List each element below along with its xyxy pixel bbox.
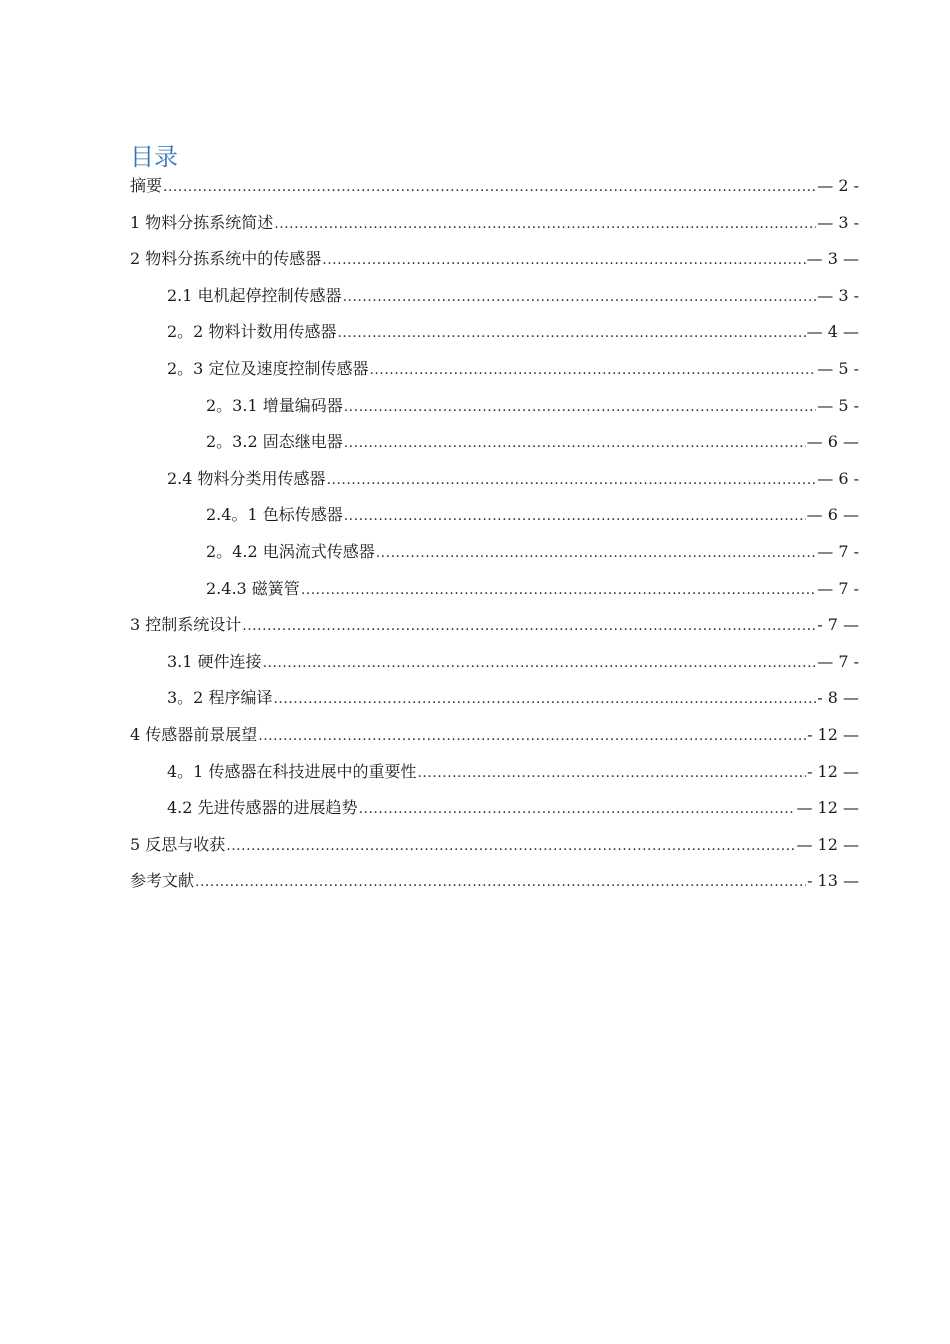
toc-entry[interactable] xyxy=(130,467,859,504)
toc-entry-page: — 7 - xyxy=(817,541,859,561)
toc-dot-leader xyxy=(242,614,816,638)
toc-entry-text: 2.4.3 磁簧管 xyxy=(206,578,300,598)
toc-dot-leader xyxy=(327,468,817,492)
toc-entry-text: 4。1 传感器在科技进展中的重要性 xyxy=(167,761,417,781)
toc-title: 目录 xyxy=(130,143,178,171)
toc-entry-page: - 12 — xyxy=(807,761,859,781)
toc-entry-page: — 7 - xyxy=(817,651,859,671)
toc-dot-leader xyxy=(417,761,806,785)
toc-entry-text: 4 传感器前景展望 xyxy=(130,724,258,744)
toc-dot-leader xyxy=(359,797,796,821)
toc-entry[interactable] xyxy=(130,613,859,650)
toc-entry-page: - 12 — xyxy=(807,724,859,744)
toc-entry-page: — 6 - xyxy=(817,468,859,488)
toc-dot-leader xyxy=(226,834,795,858)
toc-entry[interactable] xyxy=(130,796,859,833)
toc-entry-page: - 7 — xyxy=(817,615,859,635)
toc-dot-leader xyxy=(195,870,806,894)
toc-entry-page: — 6 — xyxy=(806,432,859,452)
toc-entry[interactable] xyxy=(130,503,859,540)
toc-entry-text: 4.2 先进传感器的进展趋势 xyxy=(167,798,358,818)
toc-dot-leader xyxy=(301,578,816,602)
toc-entry[interactable] xyxy=(130,723,859,760)
toc-entry-page: — 12 — xyxy=(796,834,859,854)
toc-dot-leader xyxy=(376,541,817,565)
toc-entry-text: 2.4。1 色标传感器 xyxy=(206,505,343,525)
toc-entry-text: 3.1 硬件连接 xyxy=(167,651,262,671)
toc-entry-text: 1 物料分拣系统简述 xyxy=(130,212,274,232)
toc-dot-leader xyxy=(258,724,806,748)
toc-entry[interactable] xyxy=(130,577,859,614)
toc-entry-page: — 4 — xyxy=(806,322,859,342)
toc-dot-leader xyxy=(263,651,817,675)
toc-entry-text: 2。3.2 固态继电器 xyxy=(206,432,343,452)
toc-dot-leader xyxy=(344,395,817,419)
toc-entry-page: — 5 - xyxy=(817,358,859,378)
toc-entry-page: - 8 — xyxy=(817,688,859,708)
toc-entry-text: 2 物料分拣系统中的传感器 xyxy=(130,249,322,269)
toc-entry[interactable] xyxy=(130,430,859,467)
toc-entry-text: 3。2 程序编译 xyxy=(167,688,273,708)
toc-entry-text: 2。3.1 增量编码器 xyxy=(206,395,343,415)
toc-entry-page: — 3 - xyxy=(817,285,859,305)
toc-entry-page: — 3 — xyxy=(806,249,859,269)
toc-entry-page: — 3 - xyxy=(817,212,859,232)
toc-entry[interactable] xyxy=(130,833,859,870)
toc-entry-page: — 6 — xyxy=(806,505,859,525)
toc-entry[interactable] xyxy=(130,357,859,394)
toc-dot-leader xyxy=(343,285,817,309)
toc-entry[interactable] xyxy=(130,394,859,431)
toc-entry[interactable] xyxy=(130,540,859,577)
toc-dot-leader xyxy=(274,212,816,236)
toc-entry[interactable] xyxy=(130,211,859,248)
toc-entry-text: 2.1 电机起停控制传感器 xyxy=(167,285,342,305)
toc-entry-page: — 7 - xyxy=(817,578,859,598)
toc-entry[interactable] xyxy=(130,760,859,797)
toc-entry[interactable] xyxy=(130,686,859,723)
toc-dot-leader xyxy=(337,321,805,345)
toc-dot-leader xyxy=(273,687,816,711)
toc-entry-text: 参考文献 xyxy=(130,871,195,891)
toc-entry-text: 2.4 物料分类用传感器 xyxy=(167,468,326,488)
toc-entry[interactable] xyxy=(130,247,859,284)
toc-entry[interactable] xyxy=(130,869,859,906)
toc-dot-leader xyxy=(369,358,816,382)
toc-dot-leader xyxy=(344,504,806,528)
toc-entry-text: 2。3 定位及速度控制传感器 xyxy=(167,358,369,378)
toc-entry[interactable] xyxy=(130,174,859,211)
toc-entry-text: 摘要 xyxy=(130,176,163,195)
toc-entry-page: — 5 - xyxy=(817,395,859,415)
toc-entry-page: — 12 — xyxy=(796,798,859,818)
toc-entry-text: 5 反思与收获 xyxy=(130,834,226,854)
toc-entry[interactable] xyxy=(130,320,859,357)
toc-dot-leader xyxy=(163,175,816,199)
toc-entry-text: 2。2 物料计数用传感器 xyxy=(167,322,337,342)
toc-entry-page: — 2 - xyxy=(817,176,859,195)
toc-entry[interactable] xyxy=(130,284,859,321)
toc-entry-page: - 13 — xyxy=(807,871,859,891)
toc-entry-text: 2。4.2 电涡流式传感器 xyxy=(206,541,375,561)
toc-dot-leader xyxy=(322,248,805,272)
toc-entry[interactable] xyxy=(130,650,859,687)
toc-list xyxy=(130,174,859,906)
toc-dot-leader xyxy=(344,431,806,455)
toc-entry-text: 3 控制系统设计 xyxy=(130,615,242,635)
